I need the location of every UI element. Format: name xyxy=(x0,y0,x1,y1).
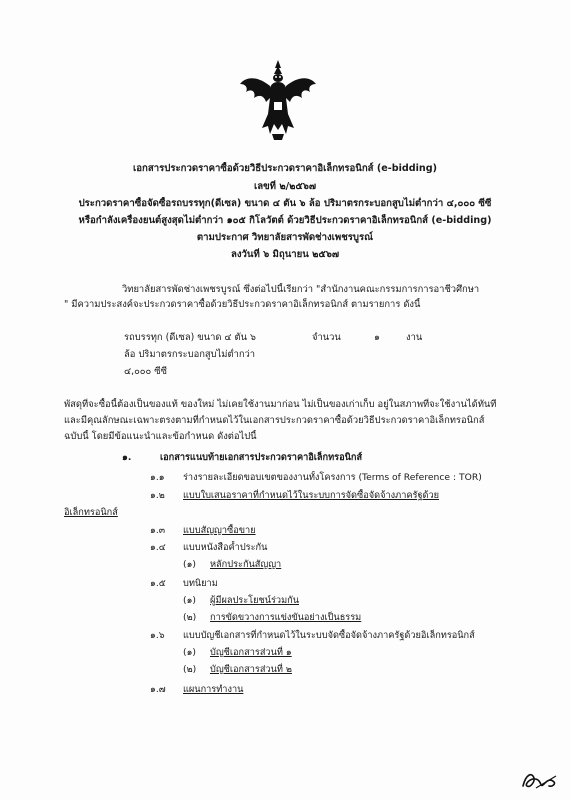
sub-item-number: (๑) xyxy=(183,595,197,606)
list-item-number: ๑.๗ xyxy=(150,684,166,695)
body-line-1: พัสดุที่จะซื้อนี้ต้องเป็นของแท้ ของใหม่ ไม่เคยใช้งานมาก่อน ไม่เป็นของเก่าเก็บ อยู่ในสภาพที่จะใช้งานได้ทันที xyxy=(64,399,497,410)
item-desc-line-3: ๔,๐๐๐ ซีซี xyxy=(124,366,167,377)
item-desc-line-1: รถบรรทุก (ดีเซล) ขนาด ๔ ตัน ๖ xyxy=(124,332,256,343)
sub-item-number: (๑) xyxy=(183,559,197,570)
item-qty-label: จำนวน xyxy=(312,332,341,343)
attachment-link[interactable]: แผนการทำงาน xyxy=(183,684,244,695)
attachment-link[interactable]: แบบสัญญาซื้อขาย xyxy=(183,525,256,536)
section-number: ๑. xyxy=(122,452,132,463)
section-title: เอกสารแนบท้ายเอกสารประกวดราคาอิเล็กทรอนิกส์ xyxy=(160,452,363,463)
doc-title: เอกสารประกวดราคาซื้อด้วยวิธีประกวดราคาอิเล็กทรอนิกส์ (e-bidding) xyxy=(133,163,437,174)
list-item: บทนิยาม xyxy=(183,578,218,589)
intro-line-2: " มีความประสงค์จะประกวดราคาซื้อด้วยวิธีประกวดราคาอิเล็กทรอนิกส์ ตามรายการ ดังนี้ xyxy=(64,299,421,310)
item-desc-line-2: ล้อ ปริมาตรกระบอกสูบไม่ต่ำกว่า xyxy=(124,349,256,360)
attachment-link[interactable]: บัญชีเอกสารส่วนที่ ๑ xyxy=(210,647,292,658)
doc-announcement: ตามประกาศ วิทยาลัยสารพัดช่างเพชรบูรณ์ xyxy=(196,232,374,243)
item-unit: งาน xyxy=(406,332,423,343)
list-item: ร่างรายละเอียดขอบเขตของงานทั้งโครงการ (Terms of Reference : TOR) xyxy=(183,472,482,483)
body-line-2: และมีคุณลักษณะเฉพาะตรงตามที่กำหนดไว้ในเอกสารประกวดราคาซื้อด้วยวิธีประกวดราคาอิเล็กทรอนิกส์ xyxy=(64,415,485,426)
sub-item-number: (๒) xyxy=(183,664,197,675)
list-item-number: ๑.๕ xyxy=(150,578,166,589)
doc-subject-line-1: ประกวดราคาซื้อจัดซื้อรถบรรทุก(ดีเซล) ขนาด ๔ ตัน ๖ ล้อ ปริมาตรกระบอกสูบไม่ต่ำกว่า ๔,๐๐๐ ซีซี xyxy=(78,198,492,209)
sub-item-number: (๒) xyxy=(183,612,197,623)
list-item-number: ๑.๑ xyxy=(150,472,165,483)
list-item-number: ๑.๖ xyxy=(150,630,165,641)
signature-mark xyxy=(520,768,560,792)
attachment-link[interactable]: บัญชีเอกสารส่วนที่ ๒ xyxy=(210,664,292,675)
doc-date: ลงวันที่ ๖ มิถุนายน ๒๕๖๗ xyxy=(230,249,340,260)
sub-item-number: (๑) xyxy=(183,647,197,658)
body-line-3: ฉบับนี้ โดยมีข้อแนะนำและข้อกำหนด ดังต่อไปนี้ xyxy=(64,431,257,442)
garuda-emblem-icon xyxy=(236,58,320,142)
intro-line-1: วิทยาลัยสารพัดช่างเพชรบูรณ์ ซึ่งต่อไปนี้เรียกว่า "สำนักงานคณะกรรมการการอาชีวศึกษา xyxy=(122,284,480,295)
doc-subject-line-2: หรือกำลังเครื่องยนต์สูงสุดไม่ต่ำกว่า ๑๐๕ กิโลวัตต์ ด้วยวิธีประกวดราคาอิเล็กทรอนิกส์ (e-bidding) xyxy=(78,215,492,226)
list-item-number: ๑.๔ xyxy=(150,542,166,553)
attachment-link[interactable]: ผู้มีผลประโยชน์ร่วมกัน xyxy=(210,595,299,606)
attachment-link[interactable]: การขัดขวางการแข่งขันอย่างเป็นธรรม xyxy=(210,612,362,623)
list-item-number: ๑.๒ xyxy=(150,490,165,501)
attachment-link[interactable]: แบบใบเสนอราคาที่กำหนดไว้ในระบบการจัดซื้อจัดจ้างภาครัฐด้วย xyxy=(183,490,440,501)
list-item: แบบบัญชีเอกสารที่กำหนดไว้ในระบบจัดซื้อจัดจ้างภาครัฐด้วยอิเล็กทรอนิกส์ xyxy=(183,630,475,641)
attachment-link[interactable]: หลักประกันสัญญา xyxy=(210,559,282,570)
doc-number: เลขที่ ๒/๒๕๖๗ xyxy=(253,181,317,192)
list-item-number: ๑.๓ xyxy=(150,525,166,536)
attachment-link-continued[interactable]: อิเล็กทรอนิกส์ xyxy=(64,507,118,518)
item-qty: ๑ xyxy=(374,332,380,343)
list-item: แบบหนังสือค้ำประกัน xyxy=(183,542,268,553)
